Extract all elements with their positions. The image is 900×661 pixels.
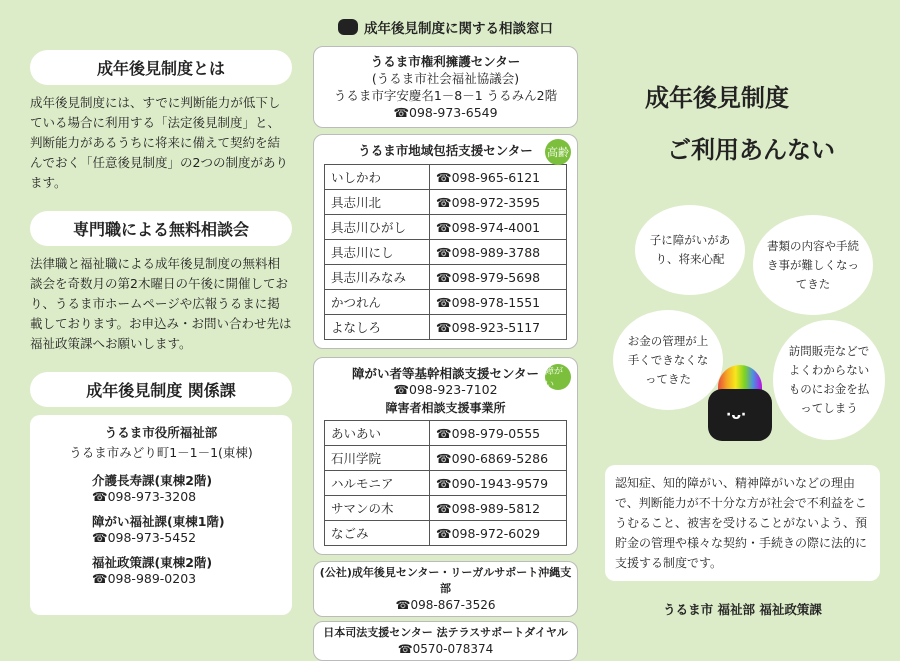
main-title-1: 成年後見制度 — [645, 84, 789, 112]
dept-item — [92, 553, 282, 586]
rights-center-tel: ☎098-973-6549 — [393, 105, 498, 120]
row-tel: ☎098-972-3595 — [430, 190, 567, 215]
row-name: 具志川にし — [325, 240, 430, 265]
row-name: サマンの木 — [325, 496, 430, 521]
description-text: 認知症、知的障がい、精神障がいなどの理由で、判断能力が不十分な方が社会で不利益をこうむること、被害を受けることがないよう、預貯金の管理や様々な契約・手続きの際に法的に支援する制度です。 — [615, 476, 868, 570]
dept-tel: ☎098-973-5452 — [92, 530, 197, 545]
disability-table — [324, 420, 567, 546]
worry-bubble: お金の管理が上手くできなくなってきた — [613, 310, 723, 410]
dept-tel: ☎098-973-3208 — [92, 489, 197, 504]
disability-center-box — [313, 357, 578, 555]
row-tel: ☎098-974-4001 — [430, 215, 567, 240]
description-box — [605, 465, 880, 581]
rights-center-name: うるま市権利擁護センター — [370, 54, 521, 69]
mascot-icon — [338, 19, 358, 35]
right-column — [605, 0, 880, 637]
row-name: あいあい — [325, 421, 430, 446]
table-row — [325, 290, 567, 315]
mascot-face-icon: ·ᴗ· — [726, 407, 747, 423]
table-row — [325, 240, 567, 265]
row-tel: ☎098-989-3788 — [430, 240, 567, 265]
worry-bubble: 書類の内容や手続き事が難しくなってきた — [753, 215, 873, 315]
row-name: 石川学院 — [325, 446, 430, 471]
office-address: うるま市みどり町1－1－1(東棟) — [69, 445, 253, 460]
table-row — [325, 446, 567, 471]
disability-center-name: 障がい者等基幹相談支援センター — [351, 366, 539, 381]
dept-tel: ☎098-989-0203 — [92, 571, 197, 586]
about-text: 成年後見制度には、すでに判断能力が低下している場合に利用する「法定後見制度」と、判断能力があるうちに将来に備えて契約を結んでおく「任意後見制度」の2つの制度があります。 — [30, 95, 288, 190]
row-name: 具志川ひがし — [325, 215, 430, 240]
table-row — [325, 521, 567, 546]
worry-bubble: 子に障がいがあり、将来心配 — [635, 205, 745, 295]
elderly-tag: 高齢 — [545, 139, 571, 165]
legal-support-name: (公社)成年後見センター・リーガルサポート沖縄支部 — [319, 566, 572, 595]
rights-center-box — [313, 46, 578, 128]
dept-name: 福祉政策課(東棟2階) — [92, 555, 213, 570]
dept-name: 障がい福祉課(東棟1階) — [92, 514, 225, 529]
middle-column — [313, 0, 578, 656]
row-tel: ☎098-978-1551 — [430, 290, 567, 315]
row-tel: ☎090-6869-5286 — [430, 446, 567, 471]
rights-center-address: うるま市字安慶名1－8－1 うるみん2階 — [333, 88, 558, 103]
consultation-text: 法律職と福祉職による成年後見制度の無料相談会を奇数月の第2木曜日の午後に開催しており、うるま市ホームページや広報うるまに掲載しております。お申込み・お問い合わせ先は福祉政策課へお願いします。 — [30, 256, 292, 351]
legal-support-tel: ☎098-867-3526 — [395, 598, 496, 612]
disability-subtitle: 障害者相談支援事業所 — [385, 401, 506, 415]
section-title-departments: 成年後見制度 関係課 — [30, 372, 292, 407]
consultation-header: 成年後見制度に関する相談窓口 — [364, 21, 553, 37]
table-row — [325, 496, 567, 521]
elderly-center-box — [313, 134, 578, 349]
main-title-2: ご利用あんない — [667, 136, 835, 164]
row-tel: ☎098-979-0555 — [430, 421, 567, 446]
table-row — [325, 190, 567, 215]
dept-name: 介護長寿課(東棟2階) — [92, 473, 213, 488]
section-title-about: 成年後見制度とは — [30, 50, 292, 85]
row-tel: ☎090-1943-9579 — [430, 471, 567, 496]
disability-tag: 障がい — [545, 364, 571, 390]
row-tel: ☎098-989-5812 — [430, 496, 567, 521]
table-row — [325, 315, 567, 340]
rights-center-sub: (うるま市社会福祉協議会) — [371, 71, 520, 86]
table-row — [325, 265, 567, 290]
row-tel: ☎098-972-6029 — [430, 521, 567, 546]
left-column — [30, 0, 292, 637]
footer-dept: うるま市 福祉部 福祉政策課 — [663, 602, 822, 617]
row-name: かつれん — [325, 290, 430, 315]
office-name: うるま市役所福祉部 — [104, 425, 218, 440]
dept-list — [40, 471, 282, 586]
dept-item — [92, 471, 282, 504]
table-row — [325, 165, 567, 190]
legal-support-box — [313, 561, 578, 617]
elderly-table — [324, 164, 567, 340]
row-name: 具志川みなみ — [325, 265, 430, 290]
row-tel: ☎098-923-5117 — [430, 315, 567, 340]
table-row — [325, 421, 567, 446]
section-title-consultation: 専門職による無料相談会 — [30, 211, 292, 246]
row-name: なごみ — [325, 521, 430, 546]
middle-header — [313, 14, 578, 40]
departments-box — [30, 415, 292, 615]
houterasu-name: 日本司法支援センター 法テラスサポートダイヤル — [323, 626, 568, 639]
elderly-center-name: うるま市地域包括支援センター — [358, 143, 533, 158]
houterasu-tel: ☎0570-078374 — [397, 642, 494, 656]
row-name: 具志川北 — [325, 190, 430, 215]
row-name: いしかわ — [325, 165, 430, 190]
table-row — [325, 471, 567, 496]
row-name: よなしろ — [325, 315, 430, 340]
row-tel: ☎098-965-6121 — [430, 165, 567, 190]
dept-item — [92, 512, 282, 545]
mascot-illustration — [700, 365, 780, 445]
houterasu-box — [313, 621, 578, 661]
worry-bubble: 訪問販売などでよくわからないものにお金を払ってしまう — [773, 320, 885, 440]
row-name: ハルモニア — [325, 471, 430, 496]
row-tel: ☎098-979-5698 — [430, 265, 567, 290]
disability-center-tel: ☎098-923-7102 — [393, 382, 498, 397]
table-row — [325, 215, 567, 240]
